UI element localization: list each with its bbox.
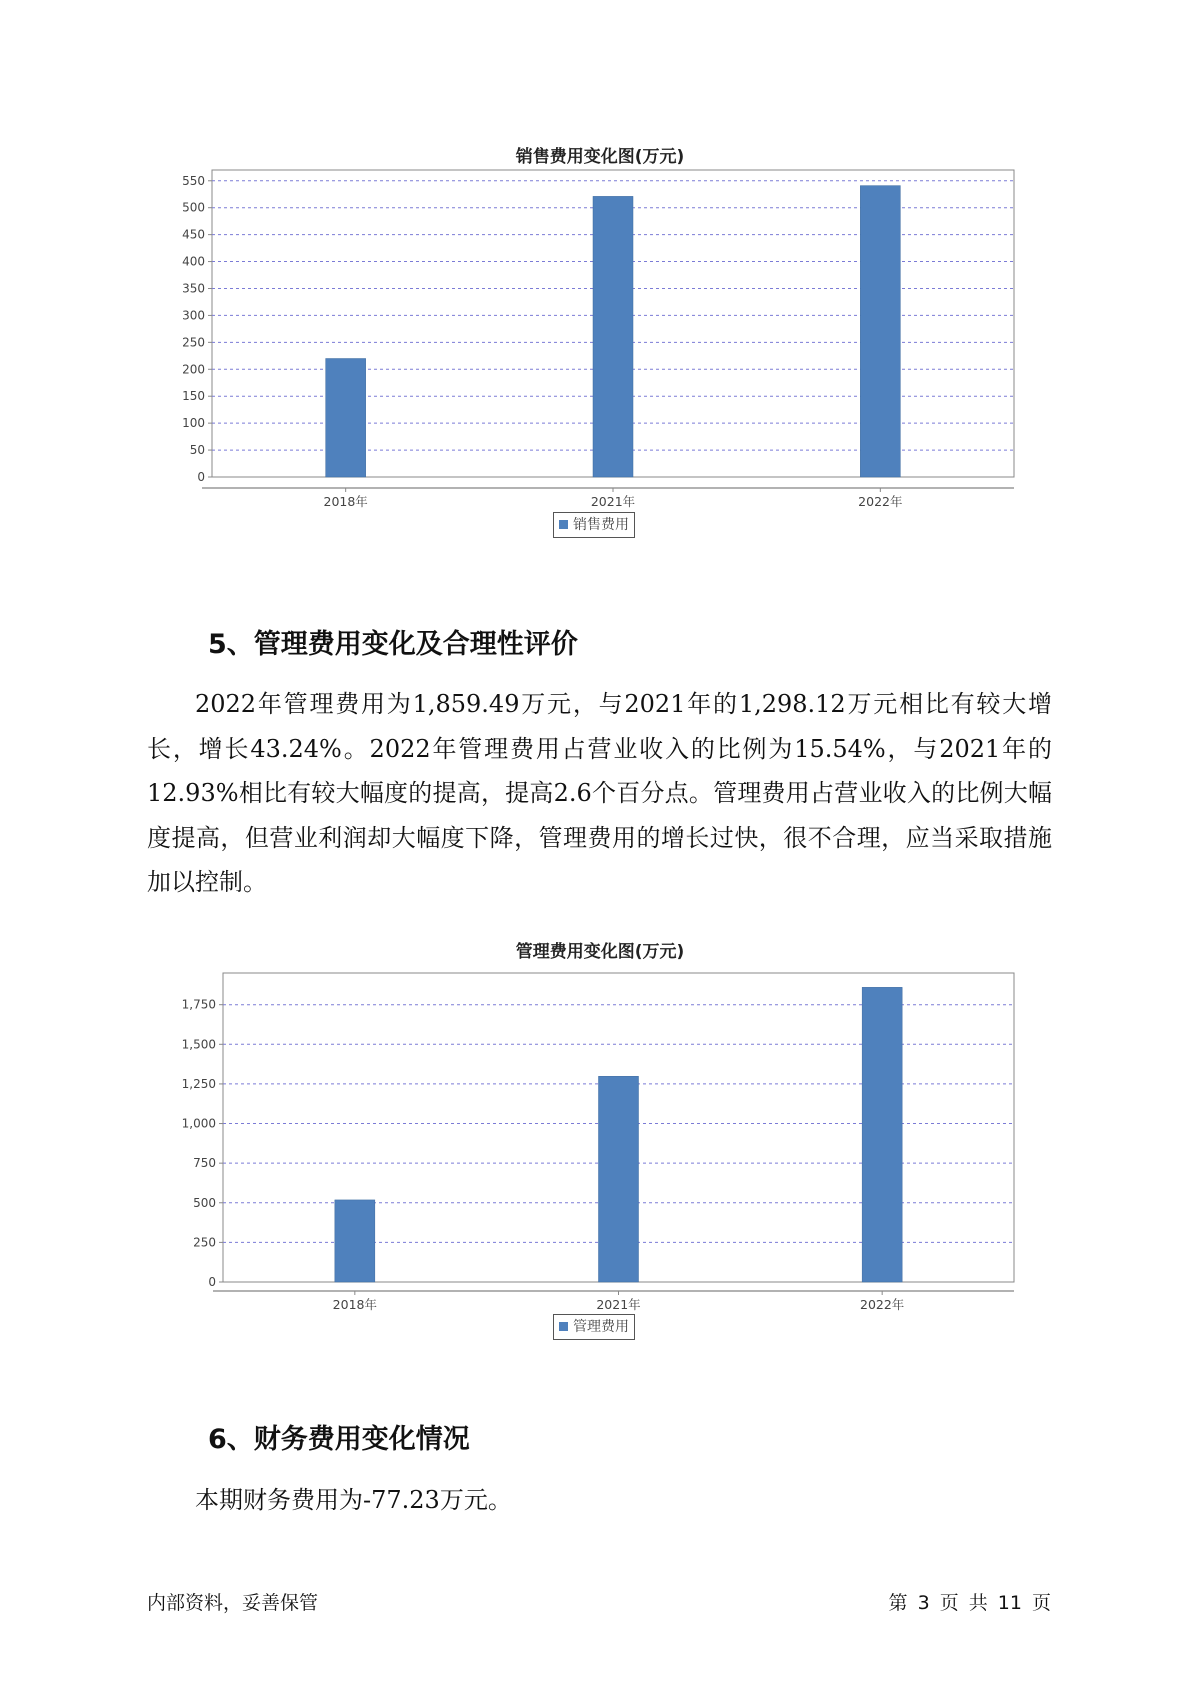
legend-swatch [559, 520, 568, 529]
y-tick-label: 1,750 [181, 997, 216, 1012]
bar [335, 1200, 375, 1282]
y-tick-label: 250 [193, 1235, 216, 1250]
bar [599, 1076, 639, 1282]
footer-note: 内部资料，妥善保管 [147, 1592, 319, 1614]
bar [593, 196, 633, 477]
legend-label: 管理费用 [573, 1319, 629, 1335]
y-tick-label: 750 [193, 1156, 216, 1171]
y-tick-label: 500 [182, 200, 205, 215]
y-tick-label: 450 [182, 227, 205, 242]
y-tick-label: 1,000 [181, 1116, 216, 1131]
y-tick-label: 550 [182, 173, 205, 188]
y-tick-label: 50 [189, 443, 205, 458]
y-tick-label: 200 [182, 362, 205, 377]
section-6-heading: 6、财务费用变化情况 [208, 1424, 470, 1455]
bar [862, 987, 902, 1282]
x-tick-label: 2018年 [323, 494, 368, 509]
chart-plot [180, 961, 1020, 1351]
bar [326, 359, 366, 477]
section-5-paragraph: 2022年管理费用为1,859.49万元，与2021年的1,298.12万元相比有较大增长，增长43.24%。2022年管理费用占营业收入的比例为15.54%，与2021年的12.93%相比有较大幅度的提高，提高2.6个百分点。管理费用占营业收入的比例大幅度提高，但营业利润却大幅度下降，管理费用的增长过快，很不合理，应当采取措施加以控制。 [147, 690, 1052, 896]
y-tick-label: 300 [182, 308, 205, 323]
page-number: 第 3 页 共 11 页 [888, 1592, 1051, 1614]
x-tick-label: 2021年 [596, 1297, 641, 1312]
y-tick-label: 0 [208, 1275, 216, 1289]
section-5-heading: 5、管理费用变化及合理性评价 [208, 629, 578, 660]
chart-legend [553, 512, 635, 538]
y-tick-label: 1,500 [181, 1037, 216, 1052]
y-tick-label: 100 [182, 416, 205, 431]
y-tick-label: 250 [182, 335, 205, 350]
legend-swatch [559, 1322, 568, 1331]
chart-title: 管理费用变化图(万元) [515, 942, 685, 962]
chart-legend [553, 1314, 635, 1340]
section-6-paragraph: 本期财务费用为-77.23万元。 [195, 1486, 512, 1514]
chart-plot [180, 166, 1020, 556]
y-tick-label: 400 [182, 254, 205, 269]
y-tick-label: 500 [193, 1195, 216, 1210]
bar [860, 186, 900, 477]
y-tick-label: 150 [182, 389, 205, 404]
sales-expense-chart [180, 140, 1020, 560]
y-tick-label: 0 [197, 470, 205, 484]
y-tick-label: 350 [182, 281, 205, 296]
chart-title: 销售费用变化图(万元) [515, 147, 685, 167]
x-tick-label: 2022年 [858, 494, 903, 509]
admin-expense-chart [180, 935, 1020, 1365]
x-tick-label: 2021年 [590, 494, 636, 509]
x-tick-label: 2018年 [332, 1297, 377, 1312]
y-tick-label: 1,250 [181, 1076, 216, 1091]
x-tick-label: 2022年 [860, 1297, 905, 1312]
legend-label: 销售费用 [573, 517, 629, 533]
